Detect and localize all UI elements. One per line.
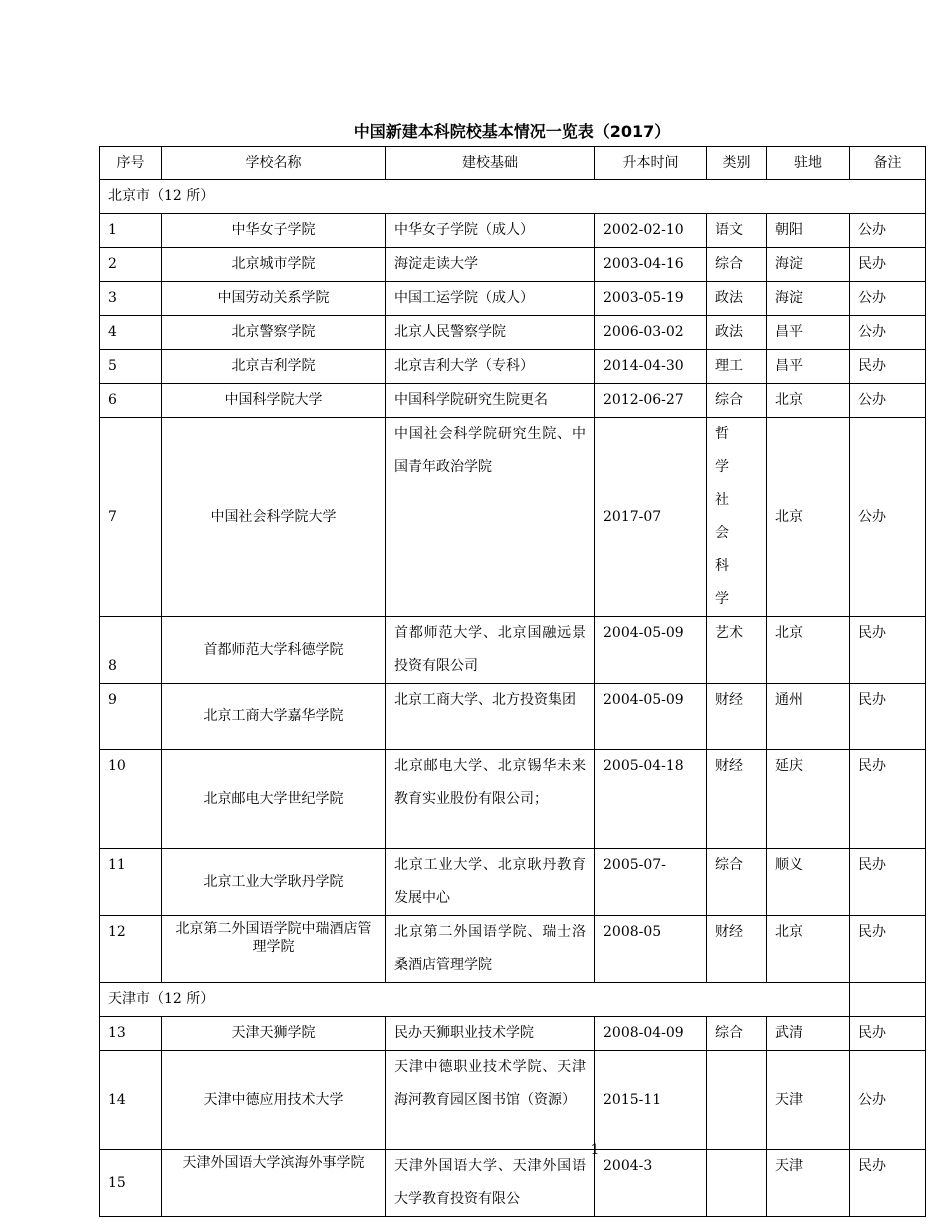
category: 综合 bbox=[707, 849, 767, 916]
upgrade-date: 2005-07- bbox=[595, 849, 707, 916]
note: 公办 bbox=[850, 282, 926, 316]
location: 海淀 bbox=[767, 248, 850, 282]
upgrade-date: 2004-05-09 bbox=[595, 617, 707, 684]
region-blank-cell bbox=[850, 983, 926, 1017]
category: 艺术 bbox=[707, 617, 767, 684]
upgrade-date: 2006-03-02 bbox=[595, 316, 707, 350]
row-no: 5 bbox=[100, 350, 162, 384]
founding-basis: 北京工商大学、北方投资集团 bbox=[386, 684, 595, 750]
upgrade-date: 2002-02-10 bbox=[595, 214, 707, 248]
founding-basis: 中国工运学院（成人） bbox=[386, 282, 595, 316]
school-name: 北京吉利学院 bbox=[162, 350, 386, 384]
row-no: 3 bbox=[100, 282, 162, 316]
school-name bbox=[162, 916, 386, 983]
note: 民办 bbox=[850, 750, 926, 849]
col-header-basis: 建校基础 bbox=[386, 147, 595, 180]
upgrade-date: 2012-06-27 bbox=[595, 384, 707, 418]
row-no: 8 bbox=[100, 617, 162, 684]
category: 财经 bbox=[707, 750, 767, 849]
location: 海淀 bbox=[767, 282, 850, 316]
category: 政法 bbox=[707, 282, 767, 316]
table-row bbox=[100, 916, 926, 983]
school-name-text: 天津外国语大学滨海外事学院 bbox=[182, 1155, 365, 1171]
founding-basis: 北京工业大学、北京耿丹教育发展中心 bbox=[386, 849, 595, 916]
note: 民办 bbox=[850, 1017, 926, 1051]
school-name: 首都师范大学科德学院 bbox=[162, 617, 386, 684]
note: 民办 bbox=[850, 849, 926, 916]
school-name: 北京工商大学嘉华学院 bbox=[162, 684, 386, 750]
category: 政法 bbox=[707, 316, 767, 350]
note: 民办 bbox=[850, 1150, 926, 1217]
row-no: 7 bbox=[100, 418, 162, 617]
upgrade-date: 2017-07 bbox=[595, 418, 707, 617]
table-row bbox=[100, 350, 926, 384]
note: 公办 bbox=[850, 418, 926, 617]
location: 昌平 bbox=[767, 316, 850, 350]
school-name: 中国劳动关系学院 bbox=[162, 282, 386, 316]
category: 综合 bbox=[707, 1017, 767, 1051]
founding-basis: 中华女子学院（成人） bbox=[386, 214, 595, 248]
upgrade-date: 2003-04-16 bbox=[595, 248, 707, 282]
col-header-location: 驻地 bbox=[767, 147, 850, 180]
note: 民办 bbox=[850, 684, 926, 750]
school-name: 北京工业大学耿丹学院 bbox=[162, 849, 386, 916]
category: 财经 bbox=[707, 684, 767, 750]
region-label: 北京市（12 所） bbox=[100, 180, 926, 214]
col-header-no: 序号 bbox=[100, 147, 162, 180]
table-row bbox=[100, 214, 926, 248]
location: 北京 bbox=[767, 617, 850, 684]
table-row bbox=[100, 684, 926, 750]
note: 公办 bbox=[850, 214, 926, 248]
upgrade-date: 2004-3 bbox=[595, 1150, 707, 1217]
row-no: 1 bbox=[100, 214, 162, 248]
row-no: 13 bbox=[100, 1017, 162, 1051]
note: 公办 bbox=[850, 384, 926, 418]
location: 北京 bbox=[767, 916, 850, 983]
region-label: 天津市（12 所） bbox=[100, 983, 850, 1017]
school-name-text: 北京第二外国语学院中瑞酒店管理学院 bbox=[175, 921, 372, 955]
founding-basis: 北京吉利大学（专科） bbox=[386, 350, 595, 384]
table-row bbox=[100, 316, 926, 350]
table-row bbox=[100, 1017, 926, 1051]
founding-basis: 北京邮电大学、北京锡华未来教育实业股份有限公司； bbox=[386, 750, 595, 849]
upgrade-date: 2003-05-19 bbox=[595, 282, 707, 316]
col-header-note: 备注 bbox=[850, 147, 926, 180]
founding-basis: 首都师范大学、北京国融远景投资有限公司 bbox=[386, 617, 595, 684]
table-row bbox=[100, 617, 926, 684]
founding-basis: 北京第二外国语学院、瑞士洛桑酒店管理学院 bbox=[386, 916, 595, 983]
page-number: 1 bbox=[590, 1142, 600, 1158]
founding-basis: 天津中德职业技术学院、天津海河教育园区图书馆（资源） bbox=[386, 1051, 595, 1150]
category: 综合 bbox=[707, 384, 767, 418]
founding-basis: 中国科学院研究生院更名 bbox=[386, 384, 595, 418]
school-name: 北京邮电大学世纪学院 bbox=[162, 750, 386, 849]
table-row bbox=[100, 849, 926, 916]
table-row bbox=[100, 384, 926, 418]
table-row bbox=[100, 282, 926, 316]
category: 语文 bbox=[707, 214, 767, 248]
location: 昌平 bbox=[767, 350, 850, 384]
category: 财经 bbox=[707, 916, 767, 983]
upgrade-date: 2008-05 bbox=[595, 916, 707, 983]
location: 顺义 bbox=[767, 849, 850, 916]
region-row bbox=[100, 983, 926, 1017]
row-no: 12 bbox=[100, 916, 162, 983]
row-no: 4 bbox=[100, 316, 162, 350]
colleges-table bbox=[99, 146, 926, 1217]
upgrade-date: 2004-05-09 bbox=[595, 684, 707, 750]
col-header-date: 升本时间 bbox=[595, 147, 707, 180]
note: 民办 bbox=[850, 248, 926, 282]
school-name: 北京警察学院 bbox=[162, 316, 386, 350]
location: 通州 bbox=[767, 684, 850, 750]
school-name: 中国社会科学院大学 bbox=[162, 418, 386, 617]
school-name bbox=[162, 1150, 386, 1217]
category: 理工 bbox=[707, 350, 767, 384]
school-name: 中国科学院大学 bbox=[162, 384, 386, 418]
note: 公办 bbox=[850, 1051, 926, 1150]
location: 北京 bbox=[767, 384, 850, 418]
school-name: 中华女子学院 bbox=[162, 214, 386, 248]
school-name: 北京城市学院 bbox=[162, 248, 386, 282]
note: 民办 bbox=[850, 617, 926, 684]
region-row bbox=[100, 180, 926, 214]
category: 综合 bbox=[707, 248, 767, 282]
row-no: 2 bbox=[100, 248, 162, 282]
table-row bbox=[100, 418, 926, 617]
row-no: 6 bbox=[100, 384, 162, 418]
location: 武清 bbox=[767, 1017, 850, 1051]
table-row bbox=[100, 1150, 926, 1217]
upgrade-date: 2005-04-18 bbox=[595, 750, 707, 849]
row-no: 11 bbox=[100, 849, 162, 916]
founding-basis: 海淀走读大学 bbox=[386, 248, 595, 282]
location: 朝阳 bbox=[767, 214, 850, 248]
row-no: 10 bbox=[100, 750, 162, 849]
note: 公办 bbox=[850, 316, 926, 350]
upgrade-date: 2015-11 bbox=[595, 1051, 707, 1150]
location: 天津 bbox=[767, 1051, 850, 1150]
row-no: 9 bbox=[100, 684, 162, 750]
category bbox=[707, 1150, 767, 1217]
founding-basis: 天津外国语大学、天津外国语大学教育投资有限公 bbox=[386, 1150, 595, 1217]
page-title: 中国新建本科院校基本情况一览表（2017） bbox=[353, 122, 671, 141]
location: 北京 bbox=[767, 418, 850, 617]
row-no: 15 bbox=[100, 1150, 162, 1217]
table-row bbox=[100, 750, 926, 849]
category: 哲学社会科学 bbox=[707, 418, 767, 617]
category bbox=[707, 1051, 767, 1150]
upgrade-date: 2008-04-09 bbox=[595, 1017, 707, 1051]
note: 民办 bbox=[850, 916, 926, 983]
location: 延庆 bbox=[767, 750, 850, 849]
header-row bbox=[100, 147, 926, 180]
note: 民办 bbox=[850, 350, 926, 384]
founding-basis: 民办天狮职业技术学院 bbox=[386, 1017, 595, 1051]
upgrade-date: 2014-04-30 bbox=[595, 350, 707, 384]
row-no: 14 bbox=[100, 1051, 162, 1150]
col-header-type: 类别 bbox=[707, 147, 767, 180]
table-row bbox=[100, 1051, 926, 1150]
table-row bbox=[100, 248, 926, 282]
location: 天津 bbox=[767, 1150, 850, 1217]
school-name: 天津天狮学院 bbox=[162, 1017, 386, 1051]
founding-basis: 中国社会科学院研究生院、中国青年政治学院 bbox=[386, 418, 595, 617]
col-header-name: 学校名称 bbox=[162, 147, 386, 180]
founding-basis: 北京人民警察学院 bbox=[386, 316, 595, 350]
school-name: 天津中德应用技术大学 bbox=[162, 1051, 386, 1150]
